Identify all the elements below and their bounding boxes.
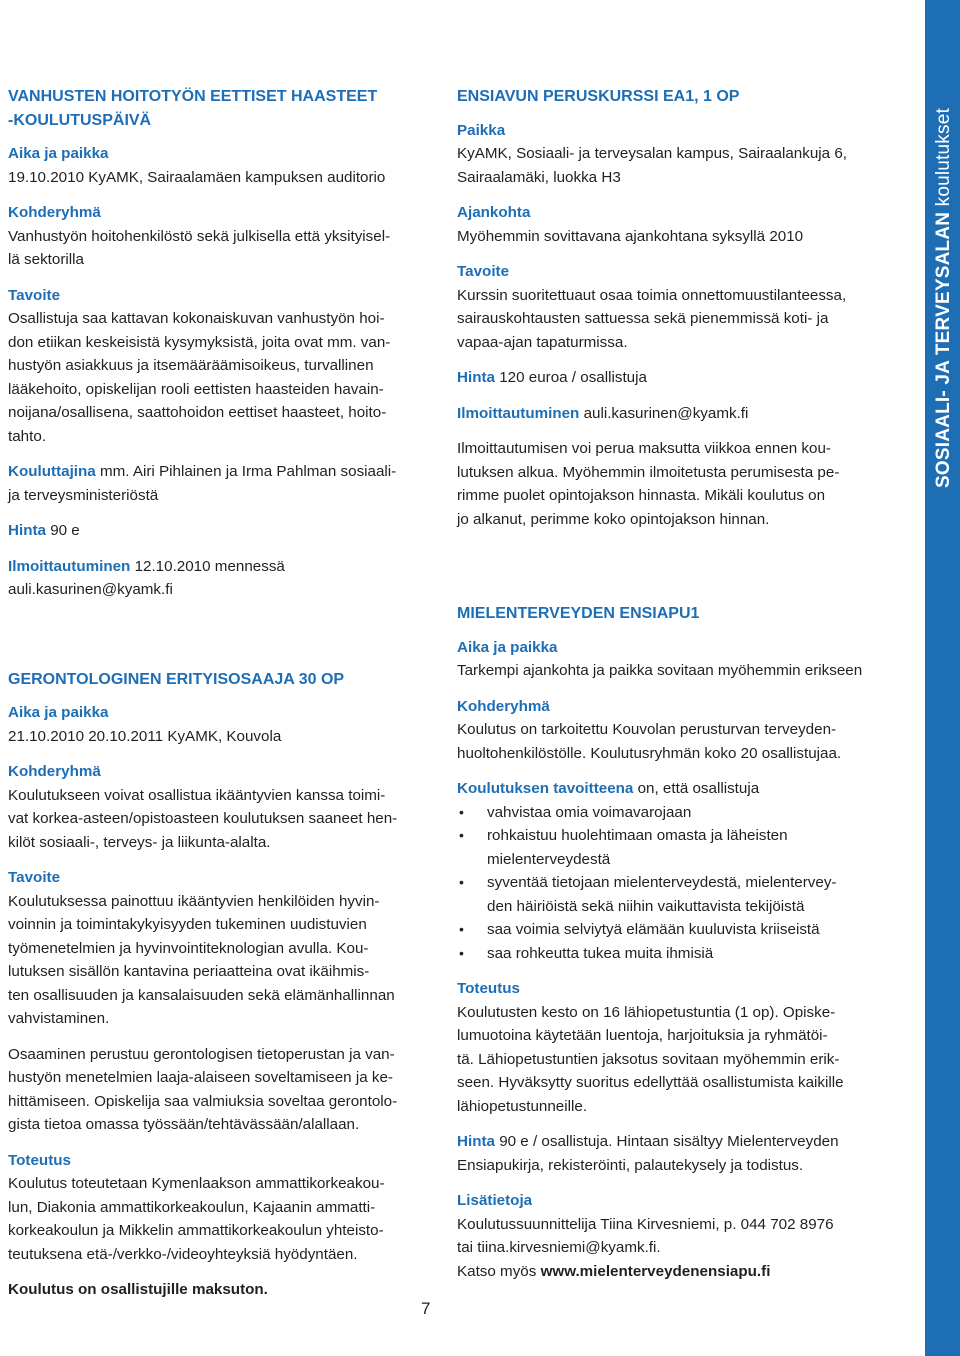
bullet-icon: • xyxy=(459,921,464,937)
text-kohderyhma: Vanhustyön hoitohenkilöstö sekä julkisella että yksityisel- lä sektorilla xyxy=(8,227,391,268)
website-link[interactable]: www.mielenterveydenensiapu.fi xyxy=(540,1262,771,1280)
label-aika: Aika ja paikka xyxy=(457,638,558,656)
label-kohderyhma: Kohderyhmä xyxy=(457,697,550,715)
goal-list xyxy=(457,801,907,966)
text-tavoite: Osallistuja saa kattavan kokonaiskuvan vanhustyön hoi- don etiikan keskeisistä kysymyksistä, joita ovat mm. van- hustyön asiakkuus ja itsemääräämisoikeus, turvallinen lääkehoito, opiskelijan rooli eettisten haasteiden havain- noijana/osallisena, saattohoidon eettiset haasteet, hoito- tahto. xyxy=(8,310,391,445)
text-kohderyhma: Koulutukseen voivat osallistua ikääntyvien kanssa toimi- vat korkea-asteen/opistoasteen koulutuksen saaneet hen- kilöt sosiaali-, terveys- ja liikunta-alalta. xyxy=(8,786,398,851)
left-column xyxy=(8,85,416,1302)
section-mental-health-first-aid xyxy=(457,602,907,1283)
text-paikka: KyAMK, Sosiaali- ja terveysalan kampus, Sairaalankuja 6, Sairaalamäki, luokka H3 xyxy=(457,145,847,186)
text-aika: 19.10.2010 KyAMK, Sairaalamäen kampuksen auditorio xyxy=(8,168,386,186)
section-title: ENSIAVUN PERUSKURSSI EA1, 1 OP xyxy=(457,88,740,105)
text-kouluttajina: Kouluttajina mm. Airi Pihlainen ja Irma Pahlman sosiaali- ja terveysministeriöstä xyxy=(8,463,397,504)
text-osaaminen: Osaaminen perustuu gerontologisen tietoperustan ja van- hustyön menetelmien laaja-alaiseen soveltamiseen ja ke- hittämiseen. Opiskelija saa valmiuksia soveltaa gerontolo- gista tietoa omassa työssään/tehtävässään/alallaan. xyxy=(8,1045,398,1133)
text-hinta: Hinta 120 euroa / osallistuja xyxy=(457,369,647,386)
text-katso: Katso myös www.mielenterveydenensiapu.fi xyxy=(457,1262,771,1280)
text-lisatietoja: Koulutussuunnittelija Tiina Kirvesniemi, p. 044 702 8976 tai tiina.kirvesniemi@kyamk.fi. xyxy=(457,1215,834,1256)
text-aika: 21.10.2010 20.10.2011 KyAMK, Kouvola xyxy=(8,727,282,745)
label-kohderyhma: Kohderyhmä xyxy=(8,204,101,221)
label-ajankohta: Ajankohta xyxy=(457,204,531,221)
section-title: GERONTOLOGINEN ERITYISOSAAJA 30 OP xyxy=(8,670,345,688)
section-first-aid xyxy=(457,85,907,531)
label-tavoite: Tavoite xyxy=(457,263,510,280)
label-tavoite: Tavoite xyxy=(8,869,61,886)
bullet-icon: • xyxy=(459,803,464,820)
text-tavoite: Kurssin suoritettuaut osaa toimia onnettomuustilanteessa, sairauskohtausten sattuessa sekä pienemmissä koti- ja vapaa-ajan tapaturmissa. xyxy=(457,286,847,351)
label-aika: Aika ja paikka xyxy=(8,145,109,162)
text-peruutus: Ilmoittautumisen voi perua maksutta viikkoa ennen kou- lutuksen alkua. Myöhemmin ilmoitetusta perumisesta pe- rimme puolet opintojakson hinnasta. Mikäli koulutus on jo alkanut, perimme koko opintojakson hinnan. xyxy=(457,440,840,528)
text-toteutus: Koulutus toteutetaan Kymenlaakson ammattikorkeakou- lun, Diakonia ammattikorkeakoulun, Kajaanin ammatti- korkeakoulun ja Mikkelin ammattikorkeakoulun yhteisto- teutuksena etä-/verkko-/videoyhteyksiä hyödyntäen. xyxy=(8,1175,385,1263)
label-tavoite: Tavoite xyxy=(8,286,61,304)
text-kohderyhma: Koulutus on tarkoitettu Kouvolan perusturvan terveyden- huoltohenkilöstölle. Koulutusryhmän koko 20 osallistujaa. xyxy=(457,721,842,762)
text-ajankohta: Myöhemmin sovittavana ajankohtana syksyllä 2010 xyxy=(457,227,804,245)
label-aika: Aika ja paikka xyxy=(8,704,109,721)
text-hinta: Hinta 90 e xyxy=(8,522,80,539)
section-ethics xyxy=(8,85,416,602)
side-tab-label: SOSIAALI- JA TERVEYSALAN koulutukset xyxy=(933,108,954,488)
text-hinta: Hinta 90 e / osallistuja. Hintaan sisältyy Mielenterveyden Ensiapukirja, rekisteröinti, palautekysely ja todistus. xyxy=(457,1133,839,1174)
section-gerontology xyxy=(8,668,416,1302)
list-item: • rohkaistuu huolehtimaan omasta ja läheisten mielenterveydestä xyxy=(457,824,907,871)
text-ilmoittautuminen: Ilmoittautuminen auli.kasurinen@kyamk.fi xyxy=(457,404,749,422)
text-ilmoittautuminen: Ilmoittautuminen 12.10.2010 mennessä auli.kasurinen@kyamk.fi xyxy=(8,557,285,598)
bullet-icon: • xyxy=(459,874,464,890)
text-tavoitteena: Koulutuksen tavoitteena on, että osallistuja xyxy=(457,780,760,797)
label-toteutus: Toteutus xyxy=(457,980,520,997)
list-item: • saa voimia selviytyä elämään kuuluvista kriiseistä xyxy=(457,918,907,942)
section-title: MIELENTERVEYDEN ENSIAPU1 xyxy=(457,605,700,622)
right-column xyxy=(457,85,907,1283)
text-toteutus: Koulutusten kesto on 16 lähiopetustuntia (1 op). Opiske- lumuotoina käytetään luentoja, harjoituksia ja ryhmätöi- tä. Lähiopetustuntien jaksotus sovitaan myöhemmin erik- seen. Hyväksytty suoritus edellyttää osallistumista kaikille lähiopetustunneille. xyxy=(457,1003,844,1115)
label-kohderyhma: Kohderyhmä xyxy=(8,763,101,780)
bullet-icon: • xyxy=(459,944,464,961)
text-aika: Tarkempi ajankohta ja paikka sovitaan myöhemmin erikseen xyxy=(457,662,863,679)
section-title: VANHUSTEN HOITOTYÖN EETTISET HAASTEET -KOULUTUSPÄIVÄ xyxy=(8,88,378,129)
label-toteutus: Toteutus xyxy=(8,1151,71,1169)
bullet-icon: • xyxy=(459,827,464,843)
label-paikka: Paikka xyxy=(457,121,506,139)
list-item: • vahvistaa omia voimavarojaan xyxy=(457,801,907,825)
list-item: • saa rohkeutta tukea muita ihmisiä xyxy=(457,942,907,966)
list-item: • syventää tietojaan mielenterveydestä, mielentervey- den häiriöistä sekä niihin vaikuttavista tekijöistä xyxy=(457,871,907,918)
text-maksuton: Koulutus on osallistujille maksuton. xyxy=(8,1281,268,1298)
text-tavoite: Koulutuksessa painottuu ikääntyvien henkilöiden hyvin- voinnin ja toimintakykyisyyden tukeminen uudistuvien työmenetelmien ja hyvinvointiteknologian avulla. Kou- lutuksen sisällön kantavina periaatteina ovat ikäihmis- ten osallisuuden ja kansalaisuuden sekä elämänhallinnan vahvistaminen. xyxy=(8,892,395,1027)
label-lisatietoja: Lisätietoja xyxy=(457,1192,533,1209)
page-number: 7 xyxy=(421,1299,431,1318)
